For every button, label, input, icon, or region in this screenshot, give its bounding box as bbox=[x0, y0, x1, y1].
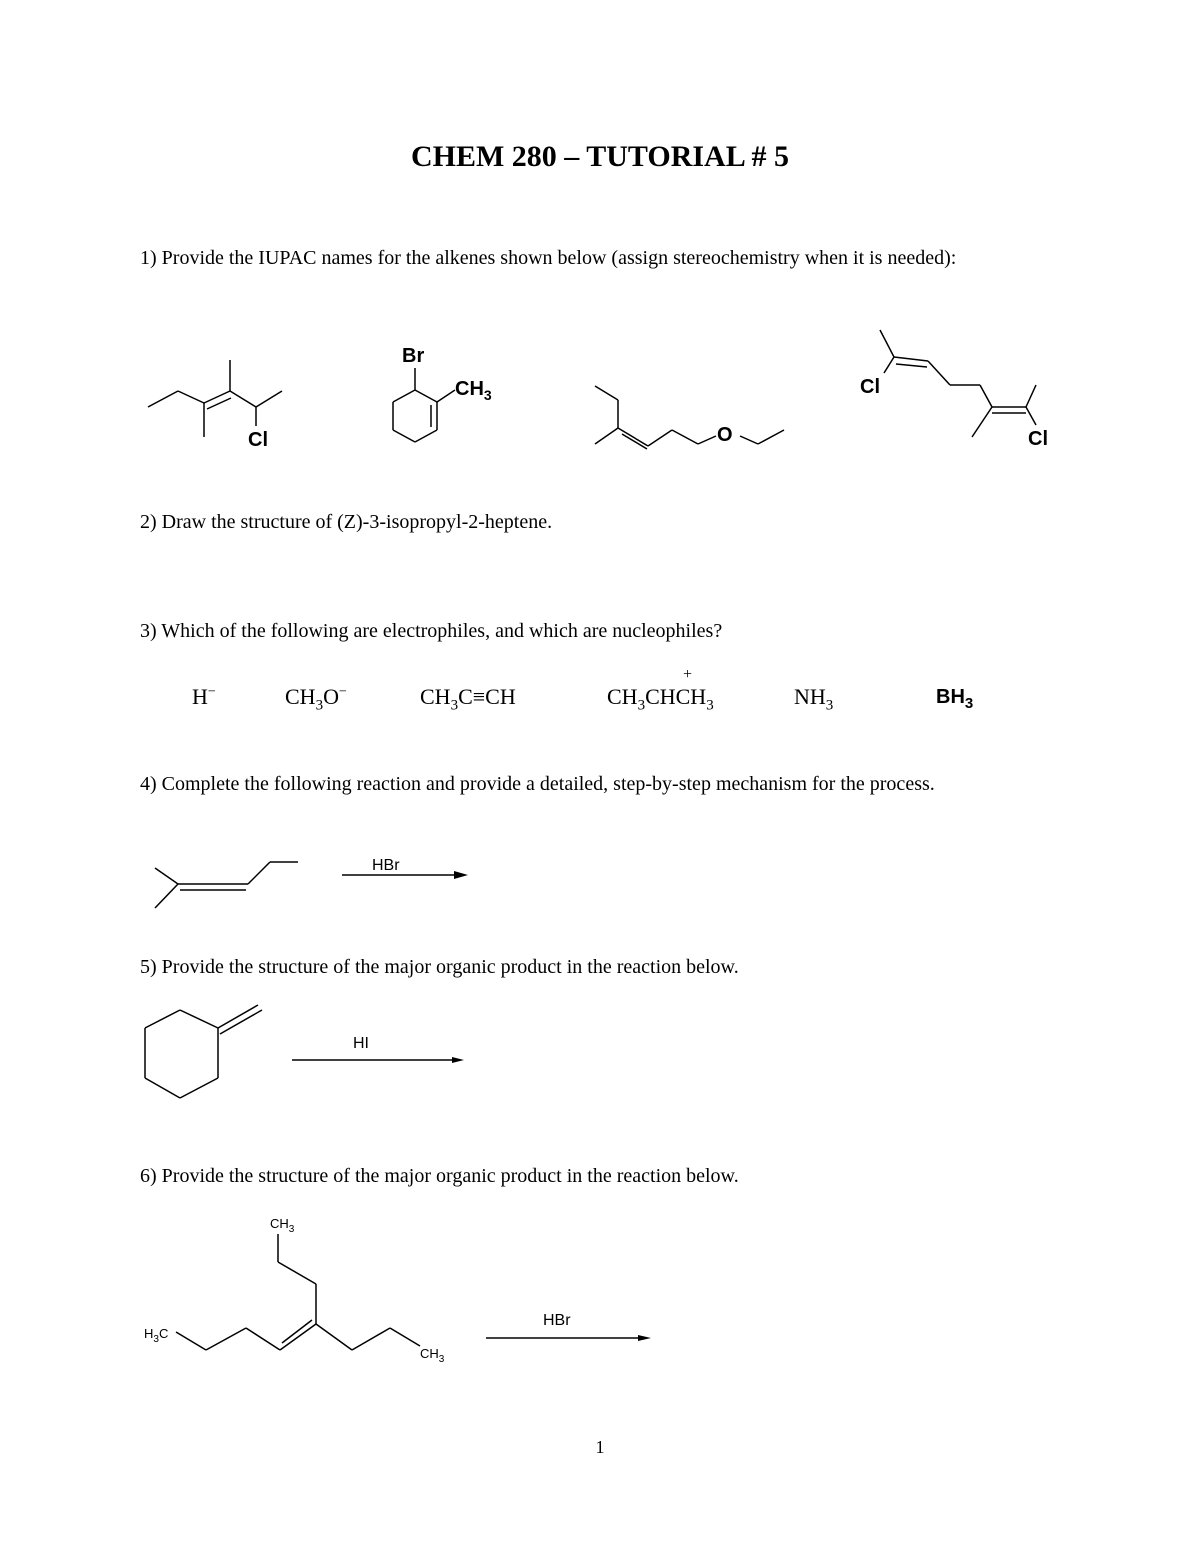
q1-molecule-2 bbox=[375, 340, 515, 450]
oxygen-label: O bbox=[717, 424, 733, 446]
question-4: 4) Complete the following reaction and provide a detailed, step-by-step mechanism for the process. bbox=[140, 773, 935, 795]
methyl-label-top: $CH_3$ bbox=[270, 1216, 295, 1235]
q6-reaction bbox=[140, 1210, 660, 1370]
chlorine-label-left: Cl bbox=[860, 376, 880, 398]
q1-molecule-4 bbox=[850, 325, 1060, 455]
page-number: 1 bbox=[595, 1437, 605, 1457]
question-5: 5) Provide the structure of the major organic product in the reaction below. bbox=[140, 956, 739, 978]
bromine-label: Br bbox=[402, 345, 425, 367]
methyl-label-right: $CH_3$ bbox=[420, 1346, 445, 1365]
species-isopropyl-cation: $CH_3CHCH_3$ bbox=[607, 684, 714, 714]
species-hydride: H− bbox=[192, 684, 216, 709]
cation-charge: + bbox=[683, 666, 693, 683]
species-borane: $BH_3$ bbox=[936, 686, 974, 712]
reagent-hbr-q4: HBr bbox=[372, 857, 400, 874]
q1-molecule-3 bbox=[590, 378, 790, 453]
methyl-label: $CH_3$ bbox=[455, 378, 492, 403]
question-2: 2) Draw the structure of (Z)-3-isopropyl-2-heptene. bbox=[140, 511, 553, 533]
q5-reaction bbox=[140, 1000, 480, 1110]
question-1: 1) Provide the IUPAC names for the alkenes shown below (assign stereochemistry when it is needed): bbox=[140, 247, 957, 269]
q4-reaction bbox=[150, 850, 490, 920]
methyl-label-left: $H_3C$ bbox=[144, 1326, 169, 1345]
chlorine-label: Cl bbox=[248, 429, 268, 451]
question-6: 6) Provide the structure of the major organic product in the reaction below. bbox=[140, 1165, 739, 1187]
chlorine-label-right: Cl bbox=[1028, 428, 1048, 450]
reagent-hbr-q6: HBr bbox=[543, 1312, 571, 1329]
species-ammonia: $NH_3$ bbox=[794, 684, 834, 714]
species-methoxide: $CH_3O^-$ bbox=[285, 684, 347, 714]
page-title: CHEM 280 – TUTORIAL # 5 bbox=[410, 140, 790, 173]
q1-molecule-1 bbox=[140, 350, 300, 455]
species-propyne: $CH_3C\equiv CH$ bbox=[420, 684, 516, 714]
question-3: 3) Which of the following are electrophiles, and which are nucleophiles? bbox=[140, 620, 723, 642]
reagent-hi-q5: HI bbox=[353, 1035, 369, 1052]
